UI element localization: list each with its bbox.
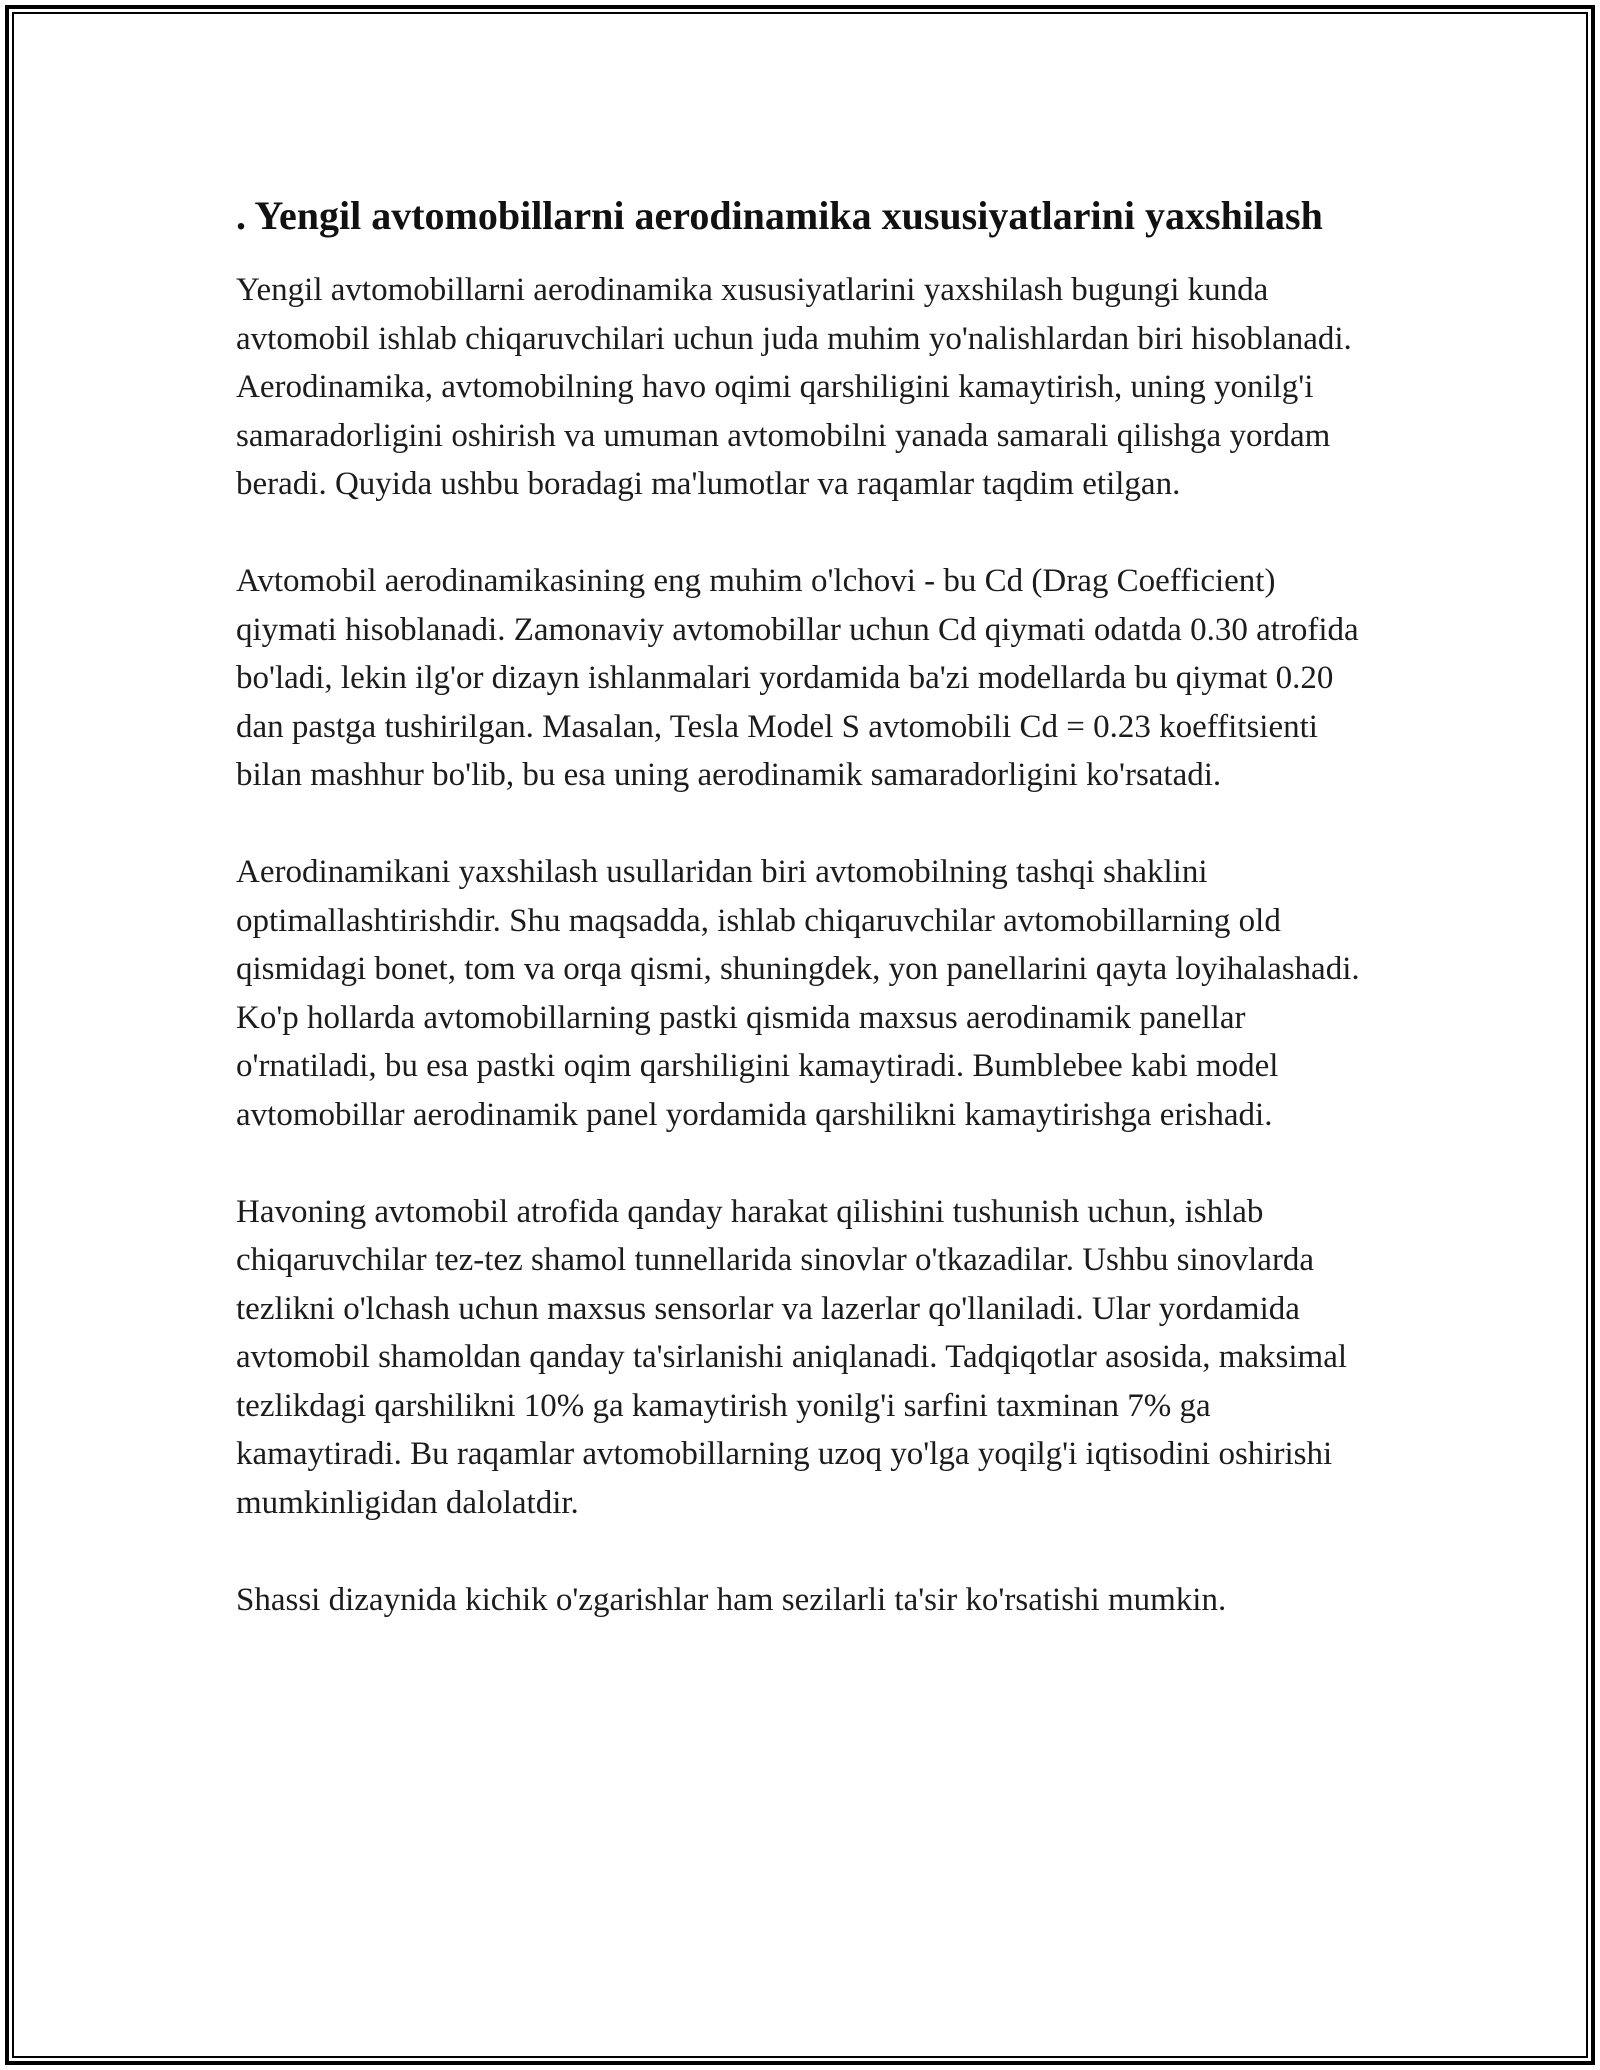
document-title: . Yengil avtomobillarni aerodinamika xususiyatlarini yaxshilash xyxy=(236,193,1323,238)
paragraph-chassis: Shassi dizaynida kichik o'zgarishlar ham sezilarli ta'sir ko'rsatishi mumkin. xyxy=(236,1581,1227,1618)
document-body xyxy=(236,188,1376,1624)
paragraph-drag-coefficient: Avtomobil aerodinamikasining eng muhim o'lchovi - bu Cd (Drag Coefficient) qiymati hisoblanadi. Zamonaviy avtomobillar uchun Cd qiymati odatda 0.30 atrofida bo'ladi, lekin ilg'or dizayn ishlanmalari yordamida ba'zi modellarda bu qiymat 0.20 dan pastga tushirilgan. Masalan, Tesla Model S avtomobili Cd = 0.23 koeffitsienti bilan mashhur bo'lib, bu esa uning aerodinamik samaradorligini ko'rsatadi. xyxy=(236,563,1359,793)
paragraph-intro: Yengil avtomobillarni aerodinamika xususiyatlarini yaxshilash bugungi kunda avtomobil ishlab chiqaruvchilari uchun juda muhim yo'nalishlardan biri hisoblanadi. Aerodinamika, avtomobilning havo oqimi qarshiligini kamaytirish, uning yonilg'i samaradorligini oshirish va umuman avtomobilni yanada samarali qilishga yordam beradi. Quyida ushbu boradagi ma'lumotlar va raqamlar taqdim etilgan. xyxy=(236,272,1352,502)
paragraph-wind-tunnel: Havoning avtomobil atrofida qanday harakat qilishini tushunish uchun, ishlab chiqaruvchilar tez-tez shamol tunnellarida sinovlar o'tkazadilar. Ushbu sinovlarda tezlikni o'lchash uchun maxsus sensorlar va lazerlar qo'llaniladi. Ular yordamida avtomobil shamoldan qanday ta'sirlanishi aniqlanadi. Tadqiqotlar asosida, maksimal tezlikdagi qarshilikni 10% ga kamaytirish yonilg'i sarfini taxminan 7% ga kamaytiradi. Bu raqamlar avtomobillarning uzoq yo'lga yoqilg'i iqtisodini oshirishi mumkinligidan dalolatdir. xyxy=(236,1193,1348,1521)
paragraph-shape-optimization: Aerodinamikani yaxshilash usullaridan biri avtomobilning tashqi shaklini optimallashtirishdir. Shu maqsadda, ishlab chiqaruvchilar avtomobillarning old qismidagi bonet, tom va orqa qismi, shuningdek, yon panellarini qayta loyihalashadi. Ko'p hollarda avtomobillarning pastki qismida maxsus aerodinamik panellar o'rnatiladi, bu esa pastki oqim qarshiligini kamaytiradi. Bumblebee kabi model avtomobillar aerodinamik panel yordamida qarshilikni kamaytirishga erishadi. xyxy=(236,854,1360,1133)
